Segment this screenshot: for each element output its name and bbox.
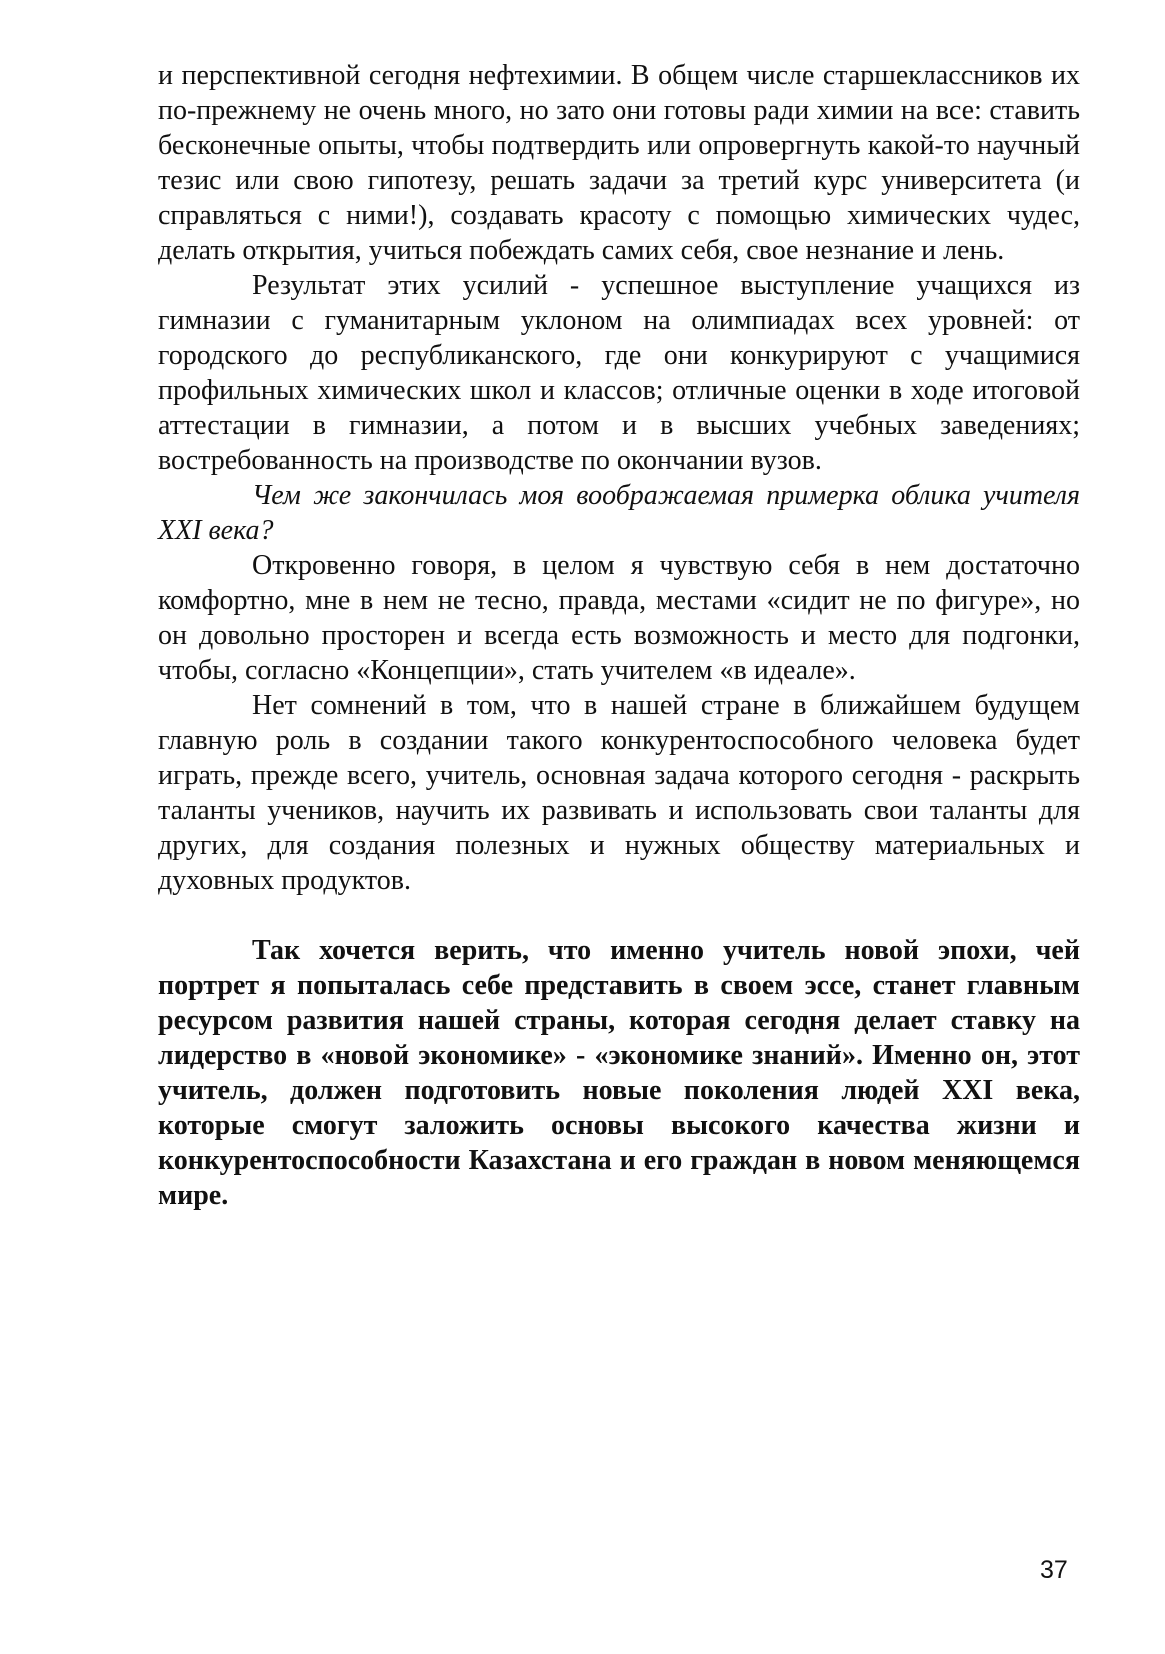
paragraph-results: Результат этих усилий - успешное выступление учащихся из гимназии с гуманитарным уклоном на олимпиадах всех уровней: от городского до республиканского, где они конкурируют с учащимися профильных химических школ и классов; отличные оценки в ходе итоговой аттестации в гимназии, а потом и в высших учебных заведениях; востребованность на производстве по окончании вузов. [158,270,1080,476]
paragraph-continuation: и перспективной сегодня нефтехимии. В общем числе старшеклассников их по-прежнему не очень много, но зато они готовы ради химии на все: ставить бесконечные опыты, чтобы подтвердить или опровергнуть какой-то научный тезис или свою гипотезу, решать задачи за третий курс университета (и справляться с ними!), создавать красоту с помощью химических чудес, делать открытия, учиться побеждать самих себя, свое незнание и лень. [158,60,1080,266]
page-body-text [158,58,1080,1213]
paragraph-frankly: Откровенно говоря, в целом я чувствую себя в нем достаточно комфортно, мне в нем не тесно, правда, местами «сидит не по фигуре», но он довольно просторен и всегда есть возможность и место для подгонки, чтобы, согласно «Концепции», стать учителем «в идеале». [158,550,1080,686]
paragraph-no-doubt: Нет сомнений в том, что в нашей стране в ближайшем будущем главную роль в создании такого конкурентоспособного человека будет играть, прежде всего, учитель, основная задача которого сегодня - раскрыть таланты учеников, научить их развивать и использовать свои таланты для других, для создания полезных и нужных обществу материальных и духовных продуктов. [158,690,1080,896]
paragraph-conclusion: Так хочется верить, что именно учитель новой эпохи, чей портрет я попыталась себе представить в своем эссе, станет главным ресурсом развития нашей страны, которая сегодня делает ставку на лидерство в «новой экономике» - «экономике знаний». Именно он, этот учитель, должен подготовить новые поколения людей XXI века, которые смогут заложить основы высокого качества жизни и конкурентоспособности Казахстана и его граждан в новом меняющемся мире. [158,935,1080,1211]
page-number: 37 [1040,1556,1068,1584]
paragraph-question: Чем же закончилась моя воображаемая примерка облика учителя XXI века? [158,480,1080,546]
